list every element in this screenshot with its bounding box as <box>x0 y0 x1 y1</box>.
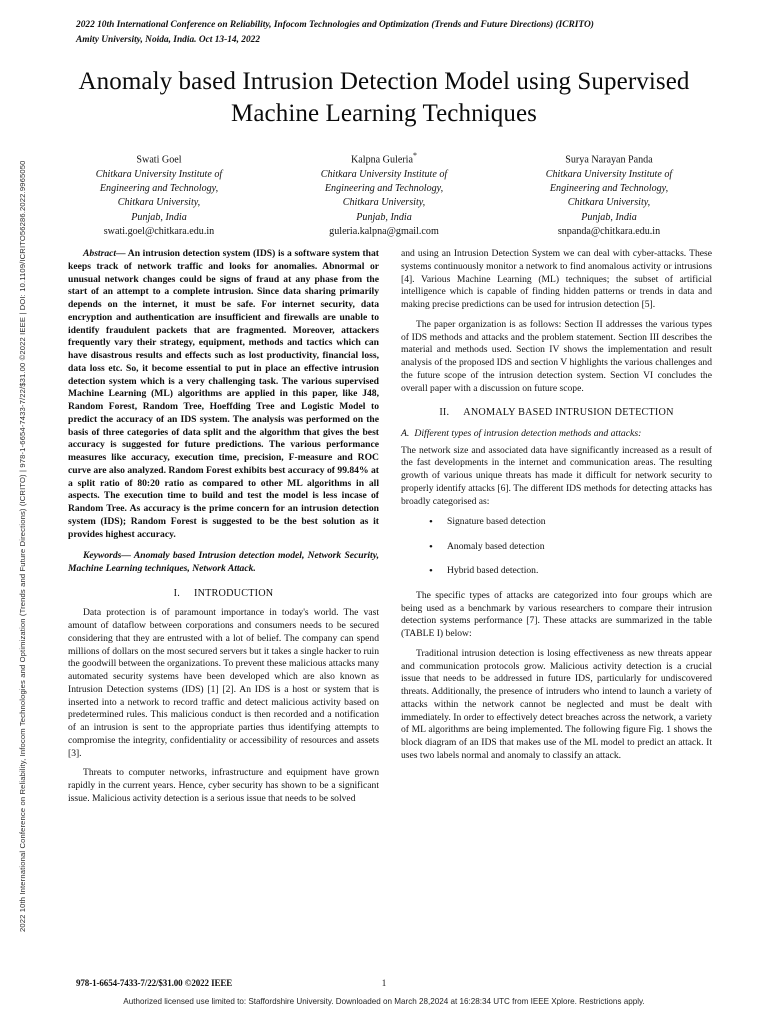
section-number: I. <box>173 587 180 599</box>
conference-header <box>76 18 716 47</box>
corresponding-author-marker: * <box>412 151 417 160</box>
body-paragraph: The paper organization is as follows: Section II addresses the various types of IDS methods and attacks and the problem statement. Section III describes the material and methods used. Section IV shows the implementation and result analysis of the proposed IDS and section V highlights the various challenges and the future scope of the intrusion detection system. Section VI concludes the overall paper with a discussion on future scope. <box>401 318 712 394</box>
subsection-heading <box>401 428 712 441</box>
body-paragraph: Data protection is of paramount importance in today's world. The vast amount of dataflow between corporations and consumers needs to be secured considering that they are entrusted with a lot of belief. The company can spend millions of dollars on the most secured servers but it takes a single hacker to ruin the goodwill between the organizations. To prevent these malicious attacks many automated security systems have been developed which are also known as Intrusion Detection systems (IDS) [1] [2]. An IDS is a host or system that is inserted into a network to record traffic and detect malicious activity based on predetermined rules. This malicious conduct is then recorded and a notification of an intrusion is sent to the appropriate parties thus identifying attempts to compromise the integrity, confidentiality or accessibility of resources and assets [3]. <box>68 607 379 759</box>
conference-header-line2: Amity University, Noida, India. Oct 13-14, 2022 <box>76 34 261 45</box>
author-affiliation-line: Punjab, India <box>131 211 187 223</box>
author-affiliation-line: Engineering and Technology, <box>549 183 669 195</box>
footer-isbn-text: 978-1-6654-7433-7/22/$31.00 ©2022 <box>76 978 212 988</box>
author-email: swati.goel@chitkara.edu.in <box>103 226 215 237</box>
author-block <box>277 150 491 239</box>
author-affiliation-line: Chitkara University Institute of <box>320 168 448 180</box>
left-column <box>68 248 379 938</box>
author-affiliation-line: Engineering and Technology, <box>99 183 219 195</box>
page-title: Anomaly based Intrusion Detection Model using Supervised Machine Learning Techniques <box>78 68 690 127</box>
list-item: • Signature based detection <box>447 516 712 528</box>
author-affiliation-line: Chitkara University, <box>342 197 426 209</box>
body-paragraph: Traditional intrusion detection is losing effectiveness as new threats appear and communication protocols grow. Malicious activity detection is a crucial issue that needs to be addressed in future IDS, particularly for undiscovered threats. Additionally, the presence of intruders who intend to launch a variety of attacks within the network cannot be neglected and must be dealt with immediately. In order to effectively detect breaches across the network, a variety of ML algorithms are being implemented. The following figure Fig. 1 shows the block diagram of an IDS that makes use of the ML model to predict an attack. It uses two labels normal and anomaly to classify an attack. <box>401 647 712 761</box>
list-item: • Hybrid based detection. <box>447 565 712 577</box>
body-columns <box>68 248 712 938</box>
body-paragraph: Threats to computer networks, infrastructure and equipment have grown rapidly in the current years. Hence, cyber security has shown to be a significant issue. Malicious activity detection is a serious issue that needs to be solved <box>68 767 379 804</box>
author-affiliation-line: Chitkara University Institute of <box>95 168 223 180</box>
abstract-paragraph <box>68 248 379 541</box>
page-number: 1 <box>381 978 387 988</box>
author-list <box>52 150 716 239</box>
footer-ieee-label: IEEE <box>211 978 233 988</box>
author-email: guleria.kalpna@gmail.com <box>329 226 439 237</box>
author-affiliation-line: Chitkara University Institute of <box>545 168 673 180</box>
section-number: II. <box>439 407 450 419</box>
list-item: • Anomaly based detection <box>447 541 712 553</box>
section-title: ANOMALY BASED INTRUSION DETECTION <box>463 407 674 419</box>
section-heading-anomaly <box>401 406 712 420</box>
detection-methods-list <box>401 516 712 577</box>
body-paragraph: The network size and associated data have significantly increased as a result of the fast developments in the internet and communication areas. The resulting growth of various unique threats has made it difficult for network security to properly identify attacks [6]. The different IDS methods for detecting attacks has broadly categorised as: <box>401 444 712 507</box>
body-paragraph-continuation: and using an Intrusion Detection System we can deal with cyber-attacks. These systems continuously monitor a network to find anomalous activity or intrusions [4]. Various Machine Learning (ML) techniques; the subset of artificial intelligence which is capable of finding hidden patterns or trends in data and making precise predictions can be used for intrusion detection [5]. <box>401 248 712 310</box>
footer-license-notice: Authorized licensed use limited to: Staffordshire University. Downloaded on March 28,2024 at 16:28:34 UTC from IEEE Xplore. Restrictions apply. <box>123 997 645 1006</box>
author-affiliation-line: Chitkara University, <box>567 197 651 209</box>
subsection-title: Different types of intrusion detection methods and attacks: <box>414 427 642 439</box>
author-name: Surya Narayan Panda <box>565 154 653 166</box>
author-affiliation-line: Punjab, India <box>581 211 637 223</box>
ieee-vertical-metadata <box>14 0 30 932</box>
keywords-text: Anomaly based Intrusion detection model, Network Security, Machine Learning techniques, Network Attack. <box>68 550 379 574</box>
abstract-label: Abstract— <box>83 248 126 259</box>
conference-header-line1: 2022 10th International Conference on Reliability, Infocom Technologies and Optimization (Trends and Future Directions) (ICRITO) <box>76 20 594 30</box>
abstract-text: An intrusion detection system (IDS) is a software system that keeps track of network traffic and looks for anomalies. Abnormal or unusual network changes could be signs of fraud at any phase from the start of an attempt to a complete intrusion. Since data sharing primarily depends on the internet, it must be safe. For internet security, data encryption and authentication are insufficient and firewalls are unable to identify fraudulent packets that are fragmented. Moreover, attackers frequently vary their strategy, equipment, methods and tactics which can have disastrous results and effects such as lost productivity, financial loss, data loss etc. So, it become essential to put in place an effective intrusion detection system which is a very challenging task. The various supervised Machine Learning (ML) algorithms are applied in this paper, like J48, Random Forest, Random Tree, Hoeffding Tree and Logistic Model to predict the accuracy of an IDS system. The analysis was performed on the basis of three categories of data split and the algorithm that gives the best accuracy is suggested for future predictions. The various performance measures like accuracy, execution time, precision, F-measure and ROC curve are also analyzed. Random Forest exhibits best accuracy of 99.84% at a split ratio of 80:20 ratio as compared to other ML algorithms in all aspects. The execution time to build and test the model is less incase of Random Tree. As accuracy is the prime concern for an intrusion detection system (IDS); Random Forest is suggested to be the best solution as it provides highest accuracy. <box>68 248 379 540</box>
section-heading-introduction <box>68 587 379 601</box>
author-name: Kalpna Guleria* <box>351 151 417 166</box>
right-column <box>401 248 712 938</box>
author-email: snpanda@chitkara.edu.in <box>557 226 661 237</box>
keywords-label: Keywords— <box>83 550 131 562</box>
author-block <box>502 150 716 239</box>
ieee-vertical-metadata-text: 2022 10th International Conference on Reliability, Infocom Technologies and Optimization (Trends and Future Directions) (ICRITO) | 978-1-6654-7433-7/22/$31.00 ©2022 IEEE | DOI: 10.1109/ICRITO56286.2022.9965050 <box>17 160 27 932</box>
author-name: Swati Goel <box>136 154 182 166</box>
keywords-paragraph <box>68 550 379 576</box>
author-block <box>52 150 266 239</box>
author-affiliation-line: Chitkara University, <box>117 197 201 209</box>
section-title: INTRODUCTION <box>193 587 274 599</box>
body-paragraph: The specific types of attacks are categorized into four groups which are being used as a benchmark by various researchers to compare their intrusion detection systems performance [7]. These attacks are summarized in the table (TABLE I) below: <box>401 589 712 640</box>
author-affiliation-line: Engineering and Technology, <box>324 183 444 195</box>
author-affiliation-line: Punjab, India <box>356 211 412 223</box>
subsection-number: A. <box>401 427 410 439</box>
